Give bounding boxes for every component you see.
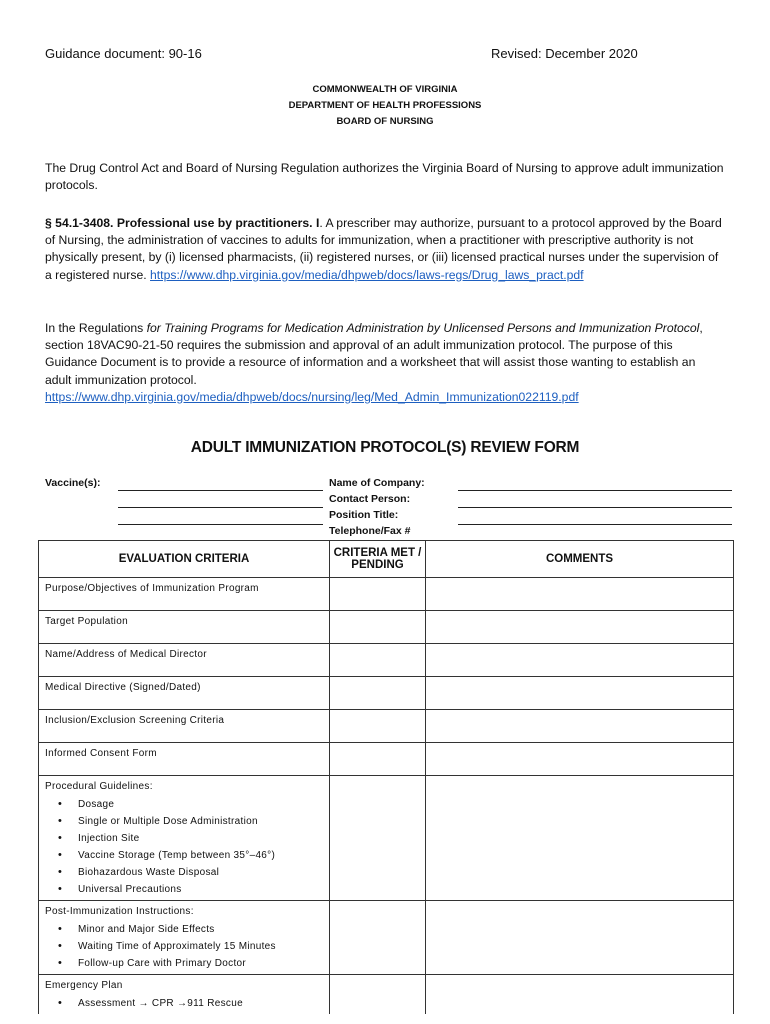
comments-cell[interactable] xyxy=(426,743,734,776)
statute-body: . A prescriber may authorize, pursuant to a protocol approved by the Board of Nursing, the administration of vaccines to adults for immunization, when a practitioner with prescriptive authority is not physically present, by (i) licensed pharmacists, (ii) registered nurses, or (iii) licensed practical nurses under the supervision of a registered nurse. xyxy=(45,216,722,282)
met-cell[interactable] xyxy=(330,611,426,644)
criteria-cell xyxy=(39,901,330,975)
vaccine-line-2[interactable] xyxy=(118,507,323,508)
table-row xyxy=(39,776,734,901)
vaccine-line-3[interactable] xyxy=(118,524,323,525)
list-item: • Single or Multiple Dose Administration xyxy=(78,813,323,830)
criteria-cell: Inclusion/Exclusion Screening Criteria xyxy=(39,710,330,743)
table-row xyxy=(39,710,734,743)
comments-cell[interactable] xyxy=(426,611,734,644)
met-cell[interactable] xyxy=(330,677,426,710)
emergency-plan-title: Emergency Plan xyxy=(45,980,123,991)
contact-line[interactable] xyxy=(458,507,732,508)
statute-paragraph xyxy=(45,215,725,284)
agency-block xyxy=(0,82,770,130)
agency-line-3: BOARD OF NURSING xyxy=(336,116,434,127)
comments-cell[interactable] xyxy=(426,776,734,901)
list-item: • Injection Site xyxy=(78,830,323,847)
regulations-title: for Training Programs for Medication Administration by Unlicensed Persons and Immunization Protocol xyxy=(146,321,700,335)
post-immunization-title: Post-Immunization Instructions: xyxy=(45,906,194,917)
position-line[interactable] xyxy=(458,524,732,525)
contact-label: Contact Person: xyxy=(329,493,411,505)
met-cell[interactable] xyxy=(330,975,426,1015)
emergency-plan-list xyxy=(45,995,323,1012)
list-item: • Assessment → CPR →911 Rescue xyxy=(78,995,323,1012)
list-item: • Waiting Time of Approximately 15 Minutes xyxy=(78,938,323,955)
criteria-cell: Informed Consent Form xyxy=(39,743,330,776)
doc-number: Guidance document: 90-16 xyxy=(45,46,202,61)
vaccines-label: Vaccine(s): xyxy=(45,477,101,489)
regulations-link[interactable]: https://www.dhp.virginia.gov/media/dhpweb/docs/nursing/leg/Med_Admin_Immunization022119.pdf xyxy=(45,389,579,404)
table-row xyxy=(39,578,734,611)
met-header: CRITERIA MET / PENDING xyxy=(330,541,426,578)
comments-cell[interactable] xyxy=(426,578,734,611)
met-cell[interactable] xyxy=(330,710,426,743)
list-item: • Dosage xyxy=(78,796,323,813)
met-cell[interactable] xyxy=(330,901,426,975)
met-cell[interactable] xyxy=(330,578,426,611)
intro-paragraph: The Drug Control Act and Board of Nursing Regulation authorizes the Virginia Board of Nursing to approve adult immunization protocols. xyxy=(45,161,724,193)
table-row xyxy=(39,677,734,710)
table-row xyxy=(39,901,734,975)
form-title: ADULT IMMUNIZATION PROTOCOL(S) REVIEW FORM xyxy=(190,439,580,456)
criteria-cell: Name/Address of Medical Director xyxy=(39,644,330,677)
comments-cell[interactable] xyxy=(426,677,734,710)
criteria-cell xyxy=(39,776,330,901)
criteria-header: EVALUATION CRITERIA xyxy=(39,541,330,578)
criteria-cell xyxy=(39,975,330,1015)
post-immunization-list xyxy=(45,921,323,972)
table-header-row xyxy=(39,541,734,578)
position-label: Position Title: xyxy=(329,509,399,521)
comments-cell[interactable] xyxy=(426,644,734,677)
list-item: • Universal Precautions xyxy=(78,881,323,898)
met-cell[interactable] xyxy=(330,644,426,677)
phone-label: Telephone/Fax # xyxy=(329,525,411,537)
statute-heading: § 54.1-3408. Professional use by practitioners. I xyxy=(45,216,320,230)
comments-cell[interactable] xyxy=(426,710,734,743)
met-cell[interactable] xyxy=(330,743,426,776)
table-row xyxy=(39,644,734,677)
procedural-title: Procedural Guidelines: xyxy=(45,781,153,792)
agency-line-2: DEPARTMENT OF HEALTH PROFESSIONS xyxy=(288,100,482,111)
regulations-body: , section 18VAC90-21-50 requires the submission and approval of an adult immunization protocol. The purpose of this Guidance Document is to provide a resource of information and a worksheet that will assist those wanting to establish an adult immunization protocol. xyxy=(45,321,703,387)
table-row xyxy=(39,611,734,644)
comments-header: COMMENTS xyxy=(426,541,734,578)
list-item: • Follow-up Care with Primary Doctor xyxy=(78,955,323,972)
evaluation-table xyxy=(38,540,734,1014)
statute-link[interactable]: https://www.dhp.virginia.gov/media/dhpweb/docs/laws-regs/Drug_laws_pract.pdf xyxy=(150,267,584,282)
met-cell[interactable] xyxy=(330,776,426,901)
company-line[interactable] xyxy=(458,490,732,491)
list-item: • Vaccine Storage (Temp between 35°–46°) xyxy=(78,847,323,864)
comments-cell[interactable] xyxy=(426,975,734,1015)
list-item: • Biohazardous Waste Disposal xyxy=(78,864,323,881)
criteria-cell: Purpose/Objectives of Immunization Program xyxy=(39,578,330,611)
table-row xyxy=(39,743,734,776)
list-item: • Minor and Major Side Effects xyxy=(78,921,323,938)
procedural-list xyxy=(45,796,323,898)
company-label: Name of Company: xyxy=(329,477,425,489)
criteria-cell: Target Population xyxy=(39,611,330,644)
revision-date: Revised: December 2020 xyxy=(491,46,638,61)
regulations-lead: In the Regulations xyxy=(45,321,147,335)
comments-cell[interactable] xyxy=(426,901,734,975)
regulations-paragraph xyxy=(45,320,725,406)
criteria-cell: Medical Directive (Signed/Dated) xyxy=(39,677,330,710)
vaccine-line-1[interactable] xyxy=(118,490,323,491)
agency-line-1: COMMONWEALTH OF VIRGINIA xyxy=(312,84,458,95)
table-row xyxy=(39,975,734,1015)
